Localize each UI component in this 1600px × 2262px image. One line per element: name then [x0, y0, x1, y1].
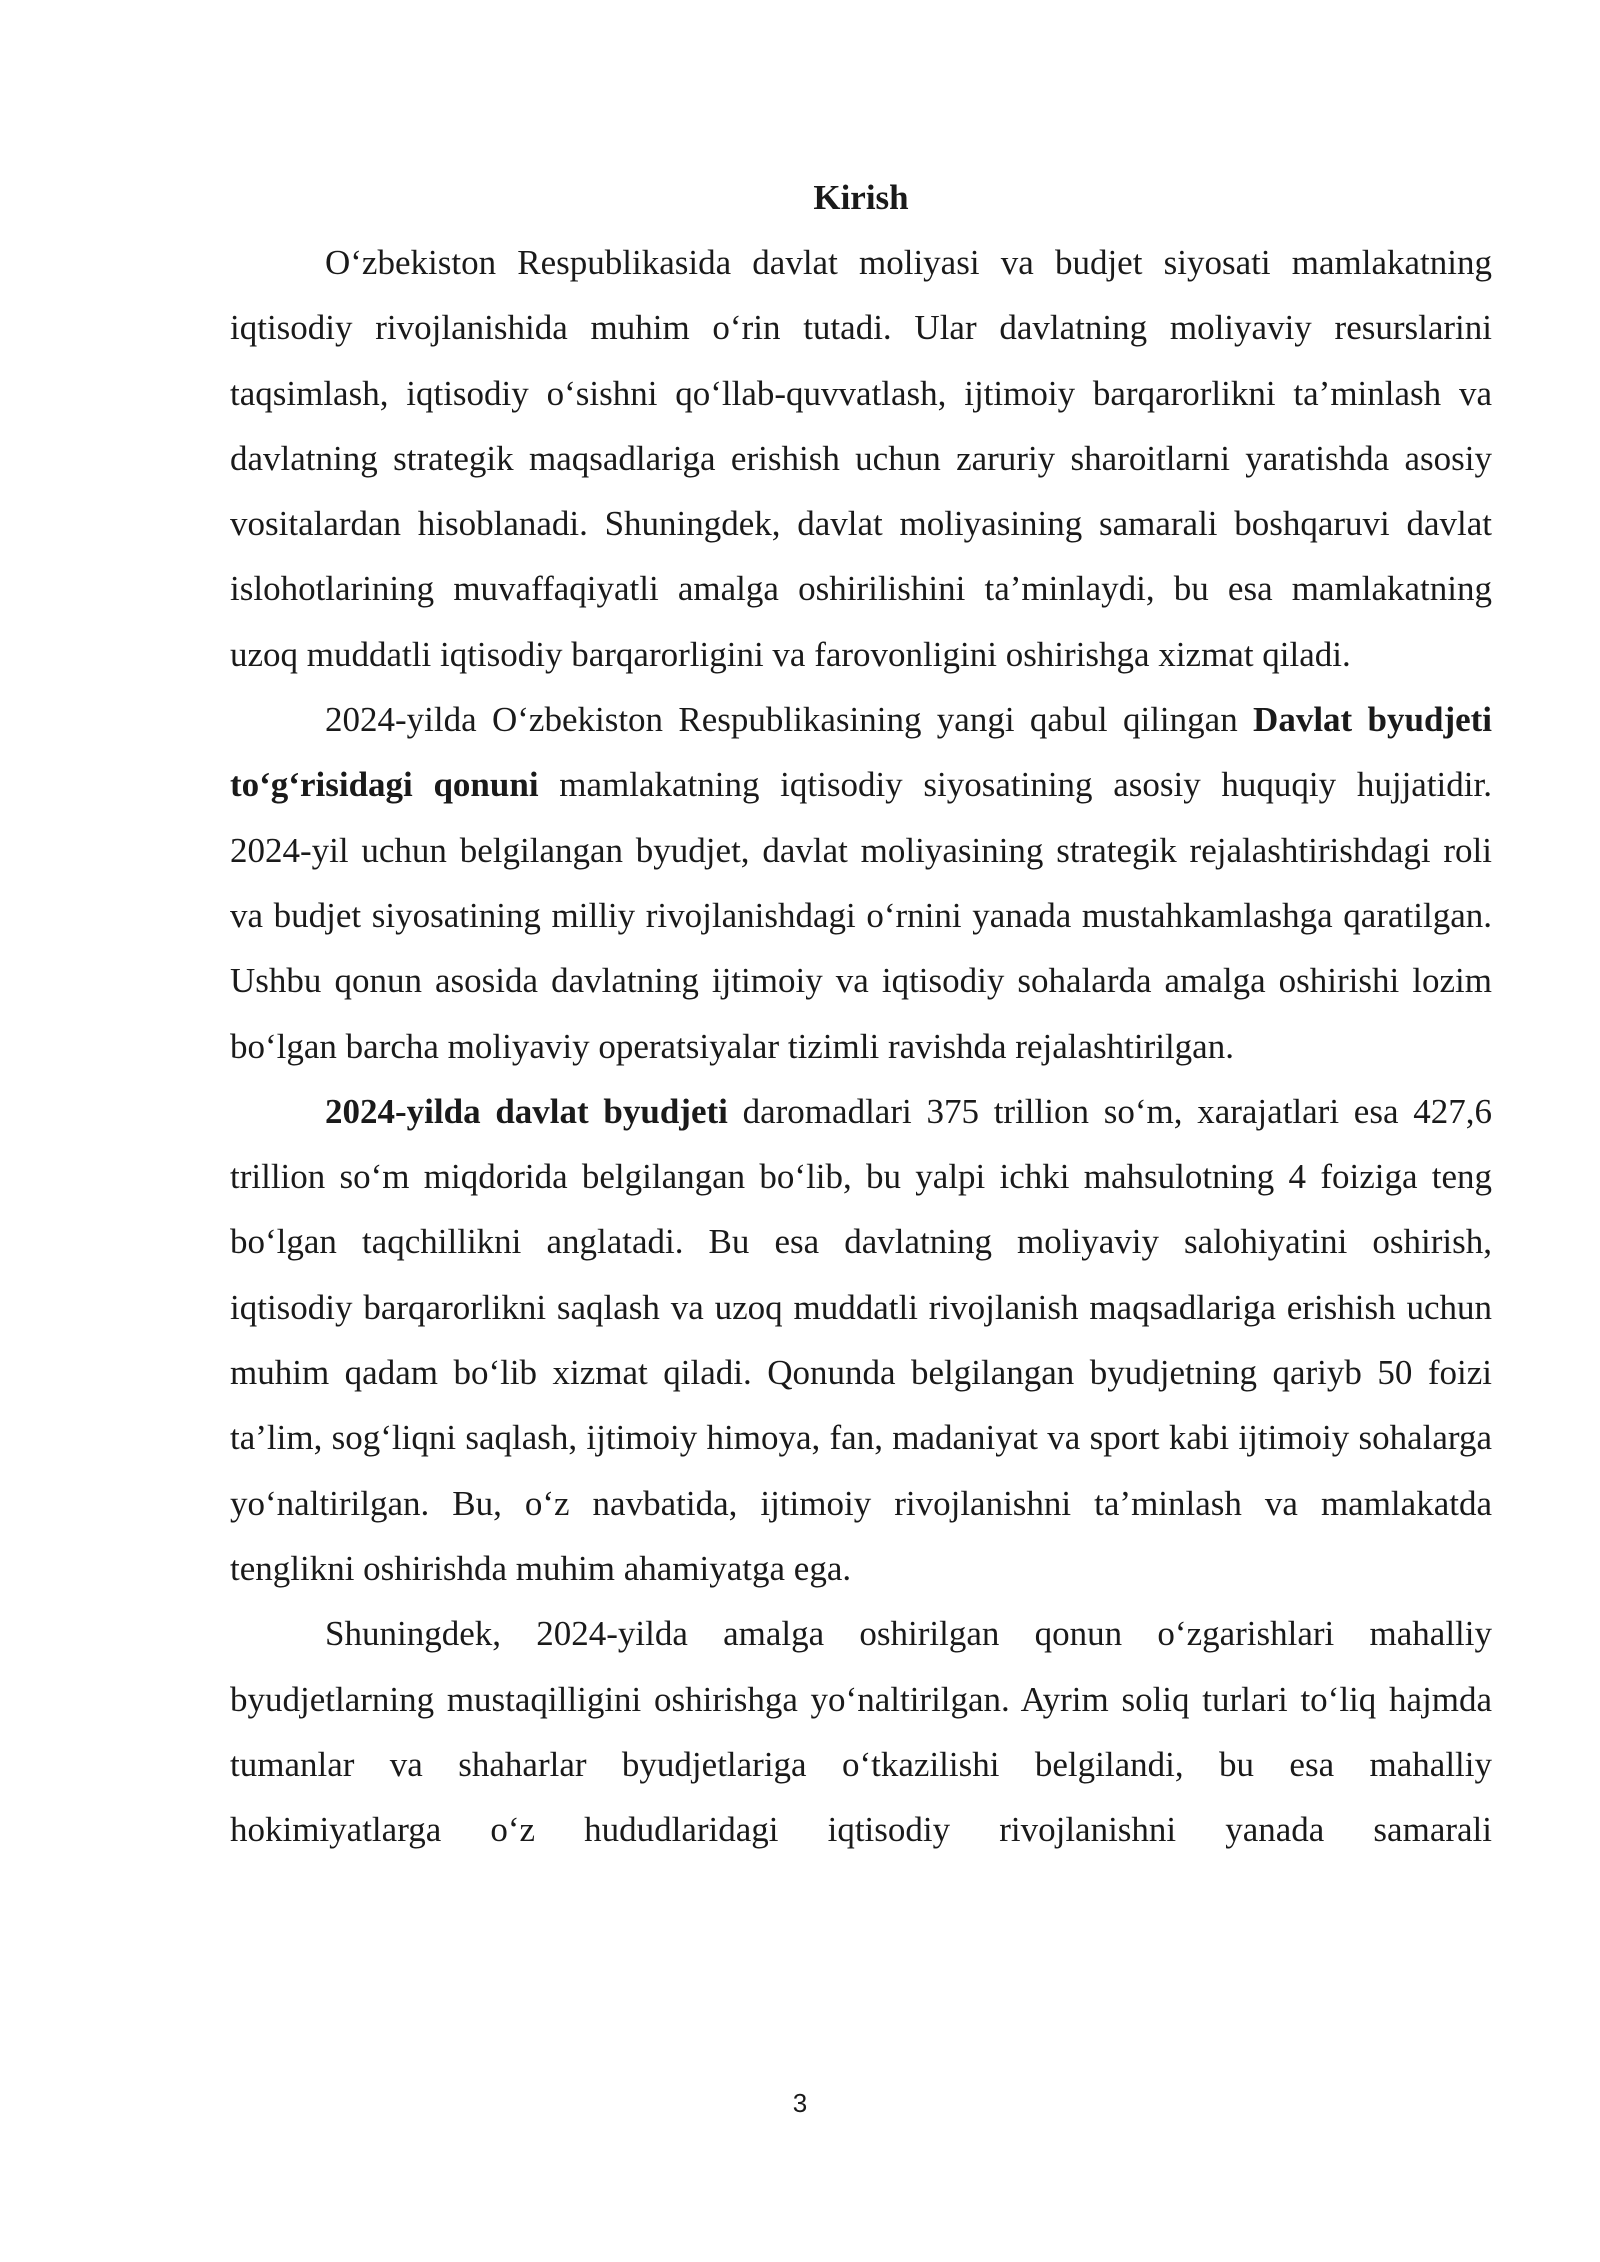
paragraph-4: [230, 1601, 1492, 1862]
section-heading: Kirish: [813, 178, 909, 217]
paragraph-2: [230, 687, 1492, 1079]
page-number: 3: [792, 2088, 808, 2118]
paragraph-text: 2024-yilda O‘zbekiston Respublikasining yangi qabul qilingan: [325, 700, 1254, 740]
bold-budget-phrase: 2024-yilda davlat byudjeti: [325, 1091, 728, 1131]
paragraph-text: mamlakatning iqtisodiy siyosatining asosiy huquqiy hujjatidir. 2024-yil uchun belgilangan byudjet, davlat moliyasining strategik rejalashtirishdagi roli va budjet siyosatining milliy rivojlanishdagi o‘rnini yanada mustahkamlashga qaratilgan. Ushbu qonun asosida davlatning ijtimoiy va iqtisodiy sohalarda amalga oshirishi lozim bo‘lgan barcha moliyaviy operatsiyalar tizimli ravishda rejalashtirilgan.: [230, 765, 1492, 1066]
page-content: [230, 165, 1492, 1862]
paragraph-1: [230, 230, 1492, 687]
paragraph-text: O‘zbekiston Respublikasida davlat moliyasi va budjet siyosati mamlakatning iqtisodiy rivojlanishida muhim o‘rin tutadi. Ular davlatning moliyaviy resurslarini taqsimlash, iqtisodiy o‘sishni qo‘llab-quvvatlash, ijtimoiy barqarorlikni ta’minlash va davlatning strategik maqsadlariga erishish uchun zaruriy sharoitlarni yaratishda asosiy vositalardan hisoblanadi. Shuningdek, davlat moliyasining samarali boshqaruvi davlat islohotlarining muvaffaqiyatli amalga oshirilishini ta’minlaydi, bu esa mamlakatning uzoq muddatli iqtisodiy barqarorligini va farovonligini oshirishga xizmat qiladi.: [230, 243, 1492, 674]
paragraph-text: daromadlari 375 trillion so‘m, xarajatlari esa 427,6 trillion so‘m miqdorida belgilangan bo‘lib, bu yalpi ichki mahsulotning 4 foiziga teng bo‘lgan taqchillikni anglatadi. Bu esa davlatning moliyaviy salohiyatini oshirish, iqtisodiy barqarorlikni saqlash va uzoq muddatli rivojlanish maqsadlariga erishish uchun muhim qadam bo‘lib xizmat qiladi. Qonunda belgilangan byudjetning qariyb 50 foizi ta’lim, sog‘liqni saqlash, ijtimoiy himoya, fan, madaniyat va sport kabi ijtimoiy sohalarga yo‘naltirilgan. Bu, o‘z navbatida, ijtimoiy rivojlanishni ta’minlash va mamlakatda tenglikni oshirishda muhim ahamiyatga ega.: [230, 1091, 1492, 1588]
bold-law-title: Davlat byudjeti to‘g‘risidagi qonuni: [230, 700, 1493, 805]
paragraph-text: Shuningdek, 2024-yilda amalga oshirilgan qonun o‘zgarishlari mahalliy byudjetlarning mustaqilligini oshirishga yo‘naltirilgan. Ayrim soliq turlari to‘liq hajmda tumanlar va shaharlar byudjetlariga o‘tkazilishi belgilandi, bu esa mahalliy hokimiyatlarga o‘z hududlaridagi iqtisodiy rivojlanishni yanada samarali: [230, 1614, 1492, 1850]
paragraph-3: [230, 1079, 1492, 1601]
